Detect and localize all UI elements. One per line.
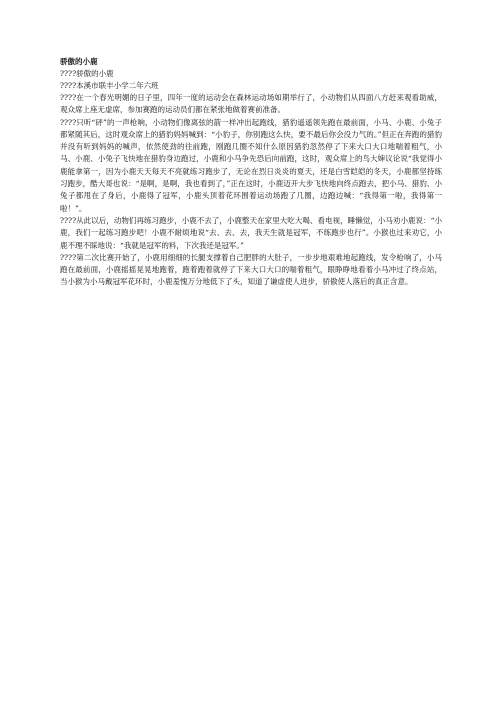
paragraph-1: ????在一个春光明媚的日子里，四年一度的运动会在森林运动场如期举行了，小动物们从四面八方赶来观看助威，观众席上座无虚席，参加赛跑的运动员们都在紧张地做着赛前准备。: [60, 93, 442, 115]
paragraph-3: ????从此以后，动物们再练习跑步，小鹿不去了，小鹿整天在家里大吃大喝、看电视，睡懒觉，小马劝小鹿说：“小鹿，我们一起练习跑步吧！小鹿不耐烦地说“去、去、去，我天生就是冠军，不练跑步也行”。小猴也过来劝它，小鹿不理不睬地说：“我就是冠军的料，下次我还是冠军。”: [60, 215, 442, 250]
document-page: [60, 56, 442, 289]
paragraph-2: ????只听“砰”的一声枪响，小动物们像离弦的箭一样冲出起跑线，猎豹遥遥领先跑在最前面，小马、小鹿、小兔子都紧随其后，这时观众席上的猎豹妈妈喊到：“小豹子，你别跑这么快，要不最后你会没力气的。”但正在奔跑的猎豹并没有听到妈妈的喊声，依然使劲的往前跑，刚跑几圈不知什么原因猎豹忽然停了下来大口大口地喘着粗气，小马、小鹿、小兔子飞快地在猎豹身边跑过，小鹿和小马争先恐后向前跑，这时，观众席上的鸟大婶议论说“我觉得小鹿能拿第一，因为小鹿天天每天不亮就练习跑步了，无论在烈日炎炎的夏天，还是白雪皑皑的冬天，小鹿都坚持练习跑步，酷大哥也说：“是啊，是啊，我也看到了，”正在这时，小鹿迈开大步飞快地向终点跑去，把小马、猎豹、小兔子都甩在了身后，小鹿得了冠军，小鹿头顶着花环围着运动场跑了几圈，边跑边喊：“我得第一啦，我得第一啦！”。: [60, 117, 442, 213]
document-subtitle: ????骄傲的小鹿: [60, 69, 114, 78]
author-line: ????本溪市联丰小学二年六班: [60, 81, 159, 90]
paragraph-4: ????第二次比赛开始了，小鹿用细细的长腿支撑着自己肥胖的大肚子，一步步地艰难地起跑线，发令枪响了，小马跑在最前面，小鹿摇摇晃晃地跑着，跑着跑着就停了下来大口大口的喘着粗气，眼睁睁地看着小马冲过了终点站，当小猴为小马戴冠军花环时，小鹿羞愧万分地低下了头，知道了谦虚使人进步，骄傲使人落后的真正含意。: [60, 252, 442, 287]
document-title: 骄傲的小鹿: [60, 57, 98, 66]
